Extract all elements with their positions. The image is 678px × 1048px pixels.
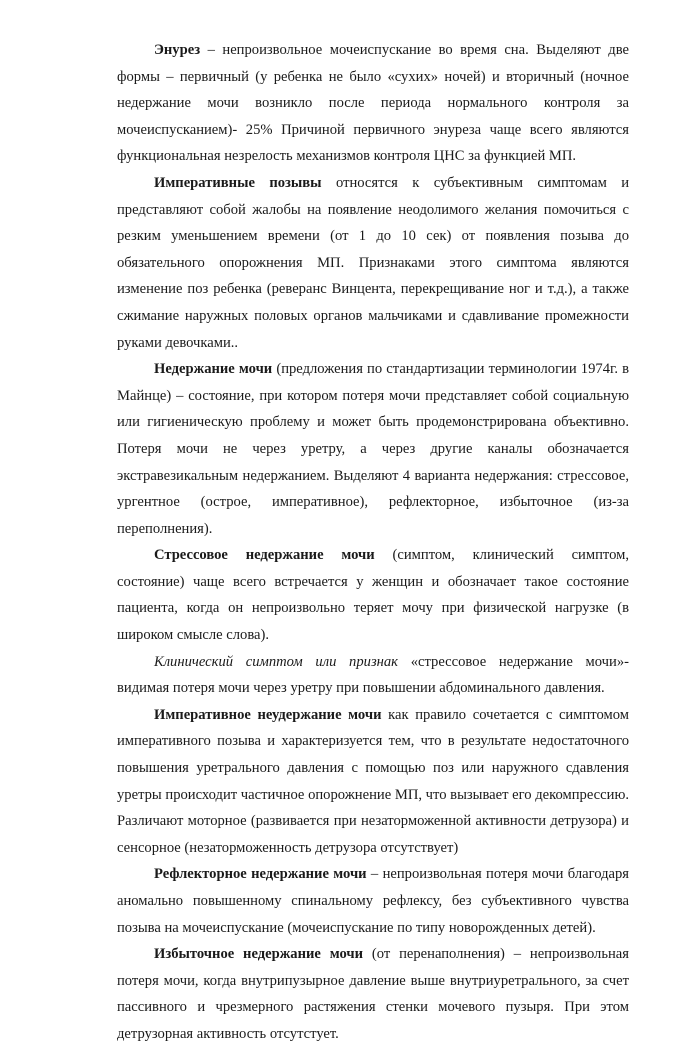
paragraph-stress-incontinence (117, 542, 629, 648)
term-reflex-incontinence: Рефлекторное недержание мочи (154, 866, 367, 883)
paragraph-enuresis (117, 37, 629, 170)
paragraph-imperative-urges (117, 170, 629, 356)
italic-clinical-symptom: Клинический симптом или признак (154, 653, 399, 670)
paragraph-incontinence-text: (предложения по стандартизации терминологии 1974г. в Майнце) – состояние, при котором потеря мочи представляет собой социальную или гигиеническую проблему и может быть продемонстрирована объективно. Потеря мочи не через уретру, а через другие каналы обозначается экстравезикальным недержанием. Выделяют 4 варианта недержания: стрессовое, ургентное (острое, императивное), рефлекторное, избыточное (из-за переполнения). (117, 361, 629, 537)
paragraph-clinical-symptom-text: «стрессовое недержание мочи»- видимая потеря мочи через уретру при повышении абдоминального давления. (117, 653, 629, 697)
term-stress-incontinence: Стрессовое недержание мочи (154, 547, 375, 564)
paragraph-overflow-incontinence-text: (от перенаполнения) – непроизвольная потеря мочи, когда внутрипузырное давление выше внутриуретрального, за счет пассивного и чрезмерного растяжения стенки мочевого пузыря. При этом детрузорная активность отсутстует. (117, 946, 629, 1042)
term-overflow-incontinence: Избыточное недержание мочи (154, 946, 364, 963)
paragraph-clinical-symptom (117, 649, 629, 702)
paragraph-imperative-urges-text: относятся к субъективным симптомам и представляют собой жалобы на появление неодолимого желания помочиться с резким уменьшением времени (от 1 до 10 сек) от появления позыва до обязательного опорожнения МП. Признаками этого симптома являются изменение поз ребенка (реверанс Винцента, перекрещивание ног и т.д.), а также сжимание наружных половых органов мальчиками и сдавливание промежности руками девочками.. (117, 174, 630, 351)
term-imperative-urges: Императивные позывы (154, 174, 322, 191)
document-body (117, 37, 629, 1048)
paragraph-reflex-incontinence (117, 861, 629, 941)
paragraph-overflow-incontinence (117, 941, 629, 1047)
paragraph-urge-incontinence-text: как правило сочетается с симптомом императивного позыва и характеризуется тем, что в результате недостаточного повышения уретрального давления с помощью поз или наружного сдавления уретры происходит частичное опорожнение МП, что вызывает его декомпрессию. Различают моторное (развивается при незаторможенной активности детрузора) и сенсорное (незаторможенность детрузора отсутствует) (117, 706, 629, 856)
term-incontinence: Недержание мочи (154, 361, 273, 378)
paragraph-stress-incontinence-text: (симптом, клинический симптом, состояние) чаще всего встречается у женщин и обозначает такое состояние пациента, когда он непроизвольно теряет мочу при физической нагрузке (в широком смысле слова). (117, 547, 629, 644)
paragraph-reflex-incontinence-text: – непроизвольная потеря мочи благодаря аномально повышенному спинальному рефлексу, без субъективного чувства позыва на мочеиспускание (мочеиспускание по типу новорожденных детей). (117, 866, 630, 936)
paragraph-enuresis-text: – непроизвольное мочеиспускание во время сна. Выделяют две формы – первичный (у ребенка не было «сухих» ночей) и вторичный (ночное недержание мочи возникло после периода нормального контроля за мочеиспусканием)- 25% Причиной первичного энуреза чаще всего являются функциональная незрелость механизмов контроля ЦНС за функцией МП. (117, 42, 629, 165)
paragraph-urge-incontinence (117, 702, 629, 862)
term-urge-incontinence: Императивное неудержание мочи (154, 706, 382, 723)
term-enuresis: Энурез (154, 42, 201, 58)
paragraph-incontinence (117, 356, 629, 542)
